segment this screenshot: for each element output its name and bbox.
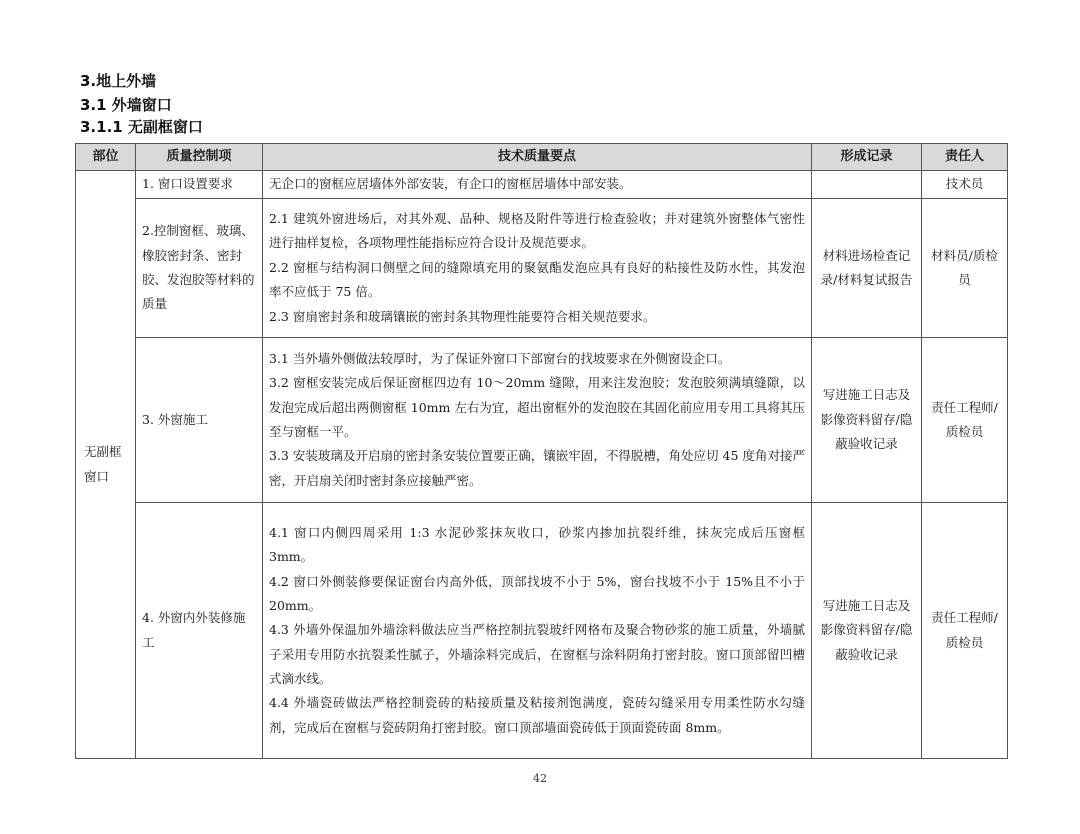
point-text: 4.1 窗口内侧四周采用 1:3 水泥砂浆抹灰收口，砂浆内掺加抗裂纤维，抹灰完成后压窗框 3mm。	[269, 524, 805, 565]
record-cell: 写进施工日志及影像资料留存/隐蔽验收记录	[812, 338, 922, 503]
record-cell: 材料进场检查记录/材料复试报告	[812, 199, 922, 338]
point-text: 2.3 窗扇密封条和玻璃镶嵌的密封条其物理性能要符合相关规范要求。	[269, 308, 656, 324]
points-cell	[263, 338, 812, 503]
point-text: 3.3 安装玻璃及开启扇的密封条安装位置要正确，镶嵌牢固，不得脱槽，角处应切 45 度角对接严密，开启扇关闭时密封条应接触严密。	[269, 448, 805, 488]
subsection-heading: 3.1 外墙窗口	[80, 96, 172, 114]
point-text: 2.2 窗框与结构洞口侧壁之间的缝隙填充用的聚氨酯发泡应具有良好的粘接性及防水性，其发泡率不应低于 75 倍。	[269, 259, 805, 300]
quality-control-table	[75, 143, 1008, 759]
table-row	[76, 503, 1008, 759]
table-header-row	[76, 144, 1008, 171]
record-cell	[812, 171, 922, 199]
record-cell: 写进施工日志及影像资料留存/隐蔽验收记录	[812, 503, 922, 759]
point-text: 3.1 当外墙外侧做法较厚时，为了保证外窗口下部窗台的找坡要求在外侧窗设企口。	[269, 350, 731, 366]
point-text: 4.4 外墙瓷砖做法严格控制瓷砖的粘接质量及粘接剂饱满度，瓷砖勾缝采用专用柔性防水勾缝剂，完成后在窗框与瓷砖阴角打密封胶。窗口顶部墙面瓷砖低于顶面瓷砖面 8mm。	[269, 695, 805, 735]
point-text: 2.1 建筑外窗进场后，对其外观、品种、规格及附件等进行检查验收；并对建筑外窗整体气密性进行抽样复检，各项物理性能指标应符合设计及规范要求。	[269, 211, 805, 251]
header-record: 形成记录	[812, 144, 922, 171]
point-text: 4.2 窗口外侧装修要保证窗台内高外低，顶部找坡不小于 5%，窗台找坡不小于 15%且不小于 20mm。	[269, 573, 805, 613]
item-cell: 3. 外窗施工	[136, 338, 263, 503]
point-text: 4.3 外墙外保温加外墙涂料做法应当严格控制抗裂玻纤网格布及聚合物砂浆的施工质量，外墙腻子采用专用防水抗裂柔性腻子，外墙涂料完成后，在窗框与涂料阴角打密封胶。窗口顶部留凹槽式滴水线。	[269, 622, 805, 687]
points-cell	[263, 171, 812, 199]
header-item: 质量控制项	[136, 144, 263, 171]
item-cell: 2.控制窗框、玻璃、橡胶密封条、密封胶、发泡胶等材料的质量	[136, 199, 263, 338]
points-cell	[263, 199, 812, 338]
point-text: 3.2 窗框安装完成后保证窗框四边有 10～20mm 缝隙，用来注发泡胶；发泡胶须满填缝隙，以发泡完成后超出两侧窗框 10mm 左右为宜，超出窗框外的发泡胶在其固化前应用专用工具将其压至与窗框一平。	[269, 375, 805, 439]
table-row	[76, 338, 1008, 503]
responsible-cell: 责任工程师/质检员	[922, 338, 1008, 503]
header-part: 部位	[76, 144, 136, 171]
page-number: 42	[533, 772, 547, 785]
header-responsible: 责任人	[922, 144, 1008, 171]
table-row	[76, 171, 1008, 199]
responsible-cell: 技术员	[922, 171, 1008, 199]
point-text: 无企口的窗框应居墙体外部安装，有企口的窗框居墙体中部安装。	[269, 176, 632, 192]
item-cell: 4. 外窗内外装修施工	[136, 503, 263, 759]
responsible-cell: 责任工程师/质检员	[922, 503, 1008, 759]
points-cell	[263, 503, 812, 759]
part-cell: 无副框窗口	[76, 171, 136, 759]
table-row	[76, 199, 1008, 338]
header-points: 技术质量要点	[263, 144, 812, 171]
section-heading: 3.地上外墙	[80, 72, 157, 90]
sub-subsection-heading: 3.1.1 无副框窗口	[80, 118, 203, 136]
item-cell: 1. 窗口设置要求	[136, 171, 263, 199]
responsible-cell: 材料员/质检员	[922, 199, 1008, 338]
